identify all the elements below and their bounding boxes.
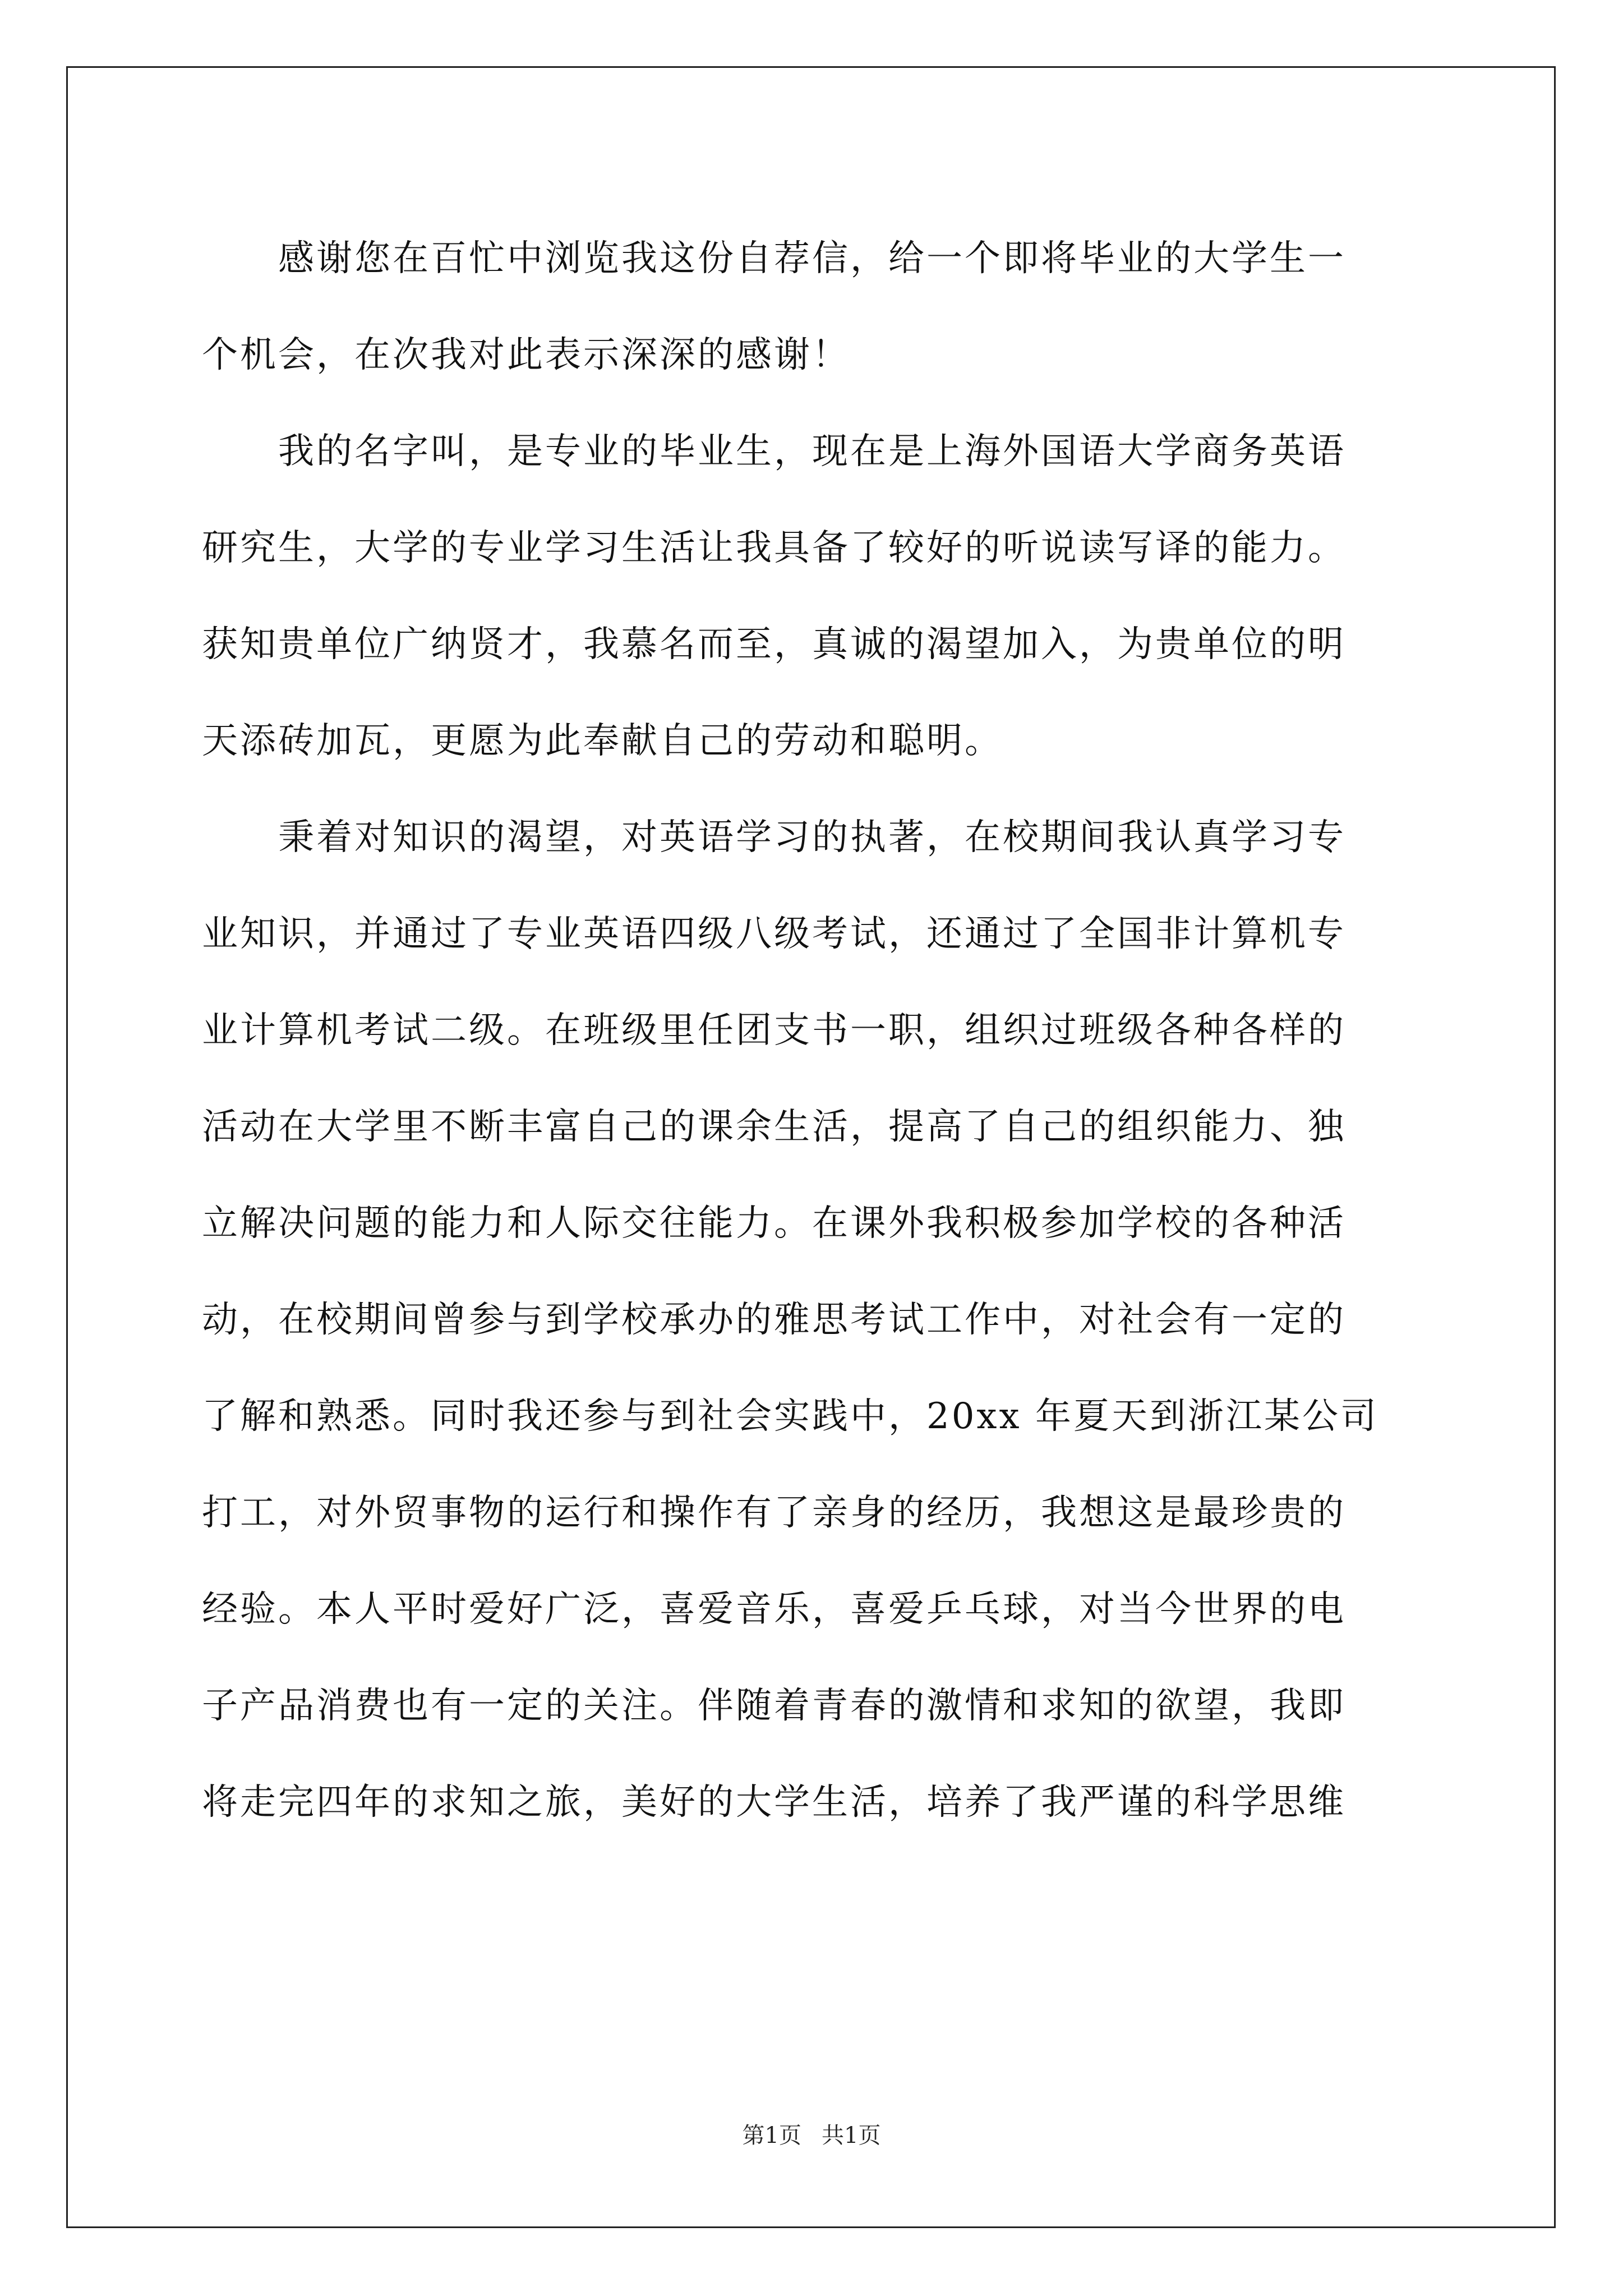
text-line: 打工，对外贸事物的运行和操作有了亲身的经历，我想这是最珍贵的 (202, 1492, 1346, 1534)
total-pages-label: 共1页 (822, 2123, 881, 2148)
text-line: 感谢您在百忙中浏览我这份自荐信，给一个即将毕业的大学生一 (278, 238, 1346, 279)
text-line: 立解决问题的能力和人际交往能力。在课外我积极参加学校的各种活 (202, 1203, 1346, 1244)
text-line: 获知贵单位广纳贤才，我慕名而至，真诚的渴望加入，为贵单位的明 (202, 624, 1346, 665)
text-line: 活动在大学里不断丰富自己的课余生活，提高了自己的组织能力、独 (202, 1106, 1346, 1148)
text-line: 个机会，在次我对此表示深深的感谢！ (202, 334, 850, 376)
text-line: 将走完四年的求知之旅，美好的大学生活，培养了我严谨的科学思维 (202, 1782, 1346, 1823)
text-line: 天添砖加瓦，更愿为此奉献自己的劳动和聪明。 (202, 720, 1003, 762)
text-line: 业知识，并通过了专业英语四级八级考试，还通过了全国非计算机专 (202, 913, 1346, 955)
page-footer (0, 2118, 1623, 2150)
text-line: 子产品消费也有一定的关注。伴随着青春的激情和求知的欲望，我即 (202, 1685, 1346, 1727)
current-page-label: 第1页 (742, 2123, 801, 2148)
text-line: 研究生，大学的专业学习生活让我具备了较好的听说读写译的能力。 (202, 527, 1346, 569)
letter-body (202, 210, 1424, 1851)
text-line: 经验。本人平时爱好广泛，喜爱音乐，喜爱乒乓球，对当今世界的电 (202, 1589, 1346, 1630)
text-line: 秉着对知识的渴望，对英语学习的执著，在校期间我认真学习专 (278, 817, 1346, 858)
text-line: 我的名字叫，是专业的毕业生，现在是上海外国语大学商务英语 (278, 431, 1346, 472)
text-line: 动，在校期间曾参与到学校承办的雅思考试工作中，对社会有一定的 (202, 1299, 1346, 1341)
text-line: 了解和熟悉。同时我还参与到社会实践中，20xx 年夏天到浙江某公司 (202, 1396, 1378, 1437)
text-line: 业计算机考试二级。在班级里任团支书一职，组织过班级各种各样的 (202, 1010, 1346, 1051)
